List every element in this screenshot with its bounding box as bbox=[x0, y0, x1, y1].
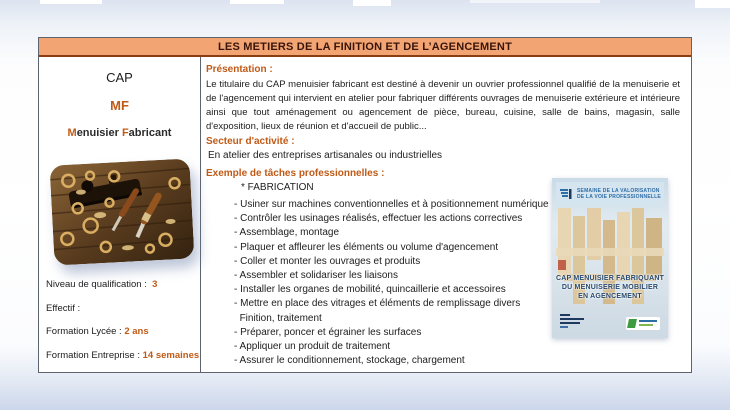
poster-title: CAP MENUISIER FABRIQUANT DU MENUISERIE MOBILIER EN AGENCEMENT bbox=[555, 275, 665, 300]
list-item: - Assemblage, montage bbox=[234, 227, 340, 239]
diploma-name: Menuisier Fabricant bbox=[67, 127, 172, 139]
woodworking-tools-photo bbox=[49, 158, 194, 265]
cap-poster bbox=[552, 178, 668, 338]
list-item: - Assurer le conditionnement, stockage, chargement bbox=[234, 355, 465, 367]
top-edge-fragment bbox=[695, 0, 730, 8]
poster-header-text: SEMAINE DE LA VALORISATION DE LA VOIE PROFESSIONNELLE bbox=[577, 188, 661, 200]
region-logo bbox=[560, 314, 586, 330]
list-item: - Installer les organes de mobilité, quincaillerie et accessoires bbox=[234, 284, 506, 296]
presentation-body: Le titulaire du CAP menuisier fabricant est destiné à devenir un ouvrier professionnel qualifié de la menuiserie et de l'agencement qui intervient en atelier pour fabriquer différents ouvrages de menuiserie extérieure et intérieure ainsi que tout aménagement ou agencement de pièce, bureau, cuisine, salle de bains, magasin, salle d'exposition, lieux de réunion et d'accueil de public... bbox=[206, 79, 680, 132]
diploma-name-initial: F bbox=[121, 127, 129, 139]
list-item: - Préparer, poncer et égrainer les surfaces bbox=[234, 326, 422, 338]
field-effectif: Effectif : bbox=[46, 303, 81, 314]
list-item: - Plaquer et affleurer les éléments ou volume d'agencement bbox=[234, 241, 499, 253]
field-formation-entreprise-value: 14 semaines bbox=[142, 350, 200, 361]
secteur-heading: Secteur d'activité : bbox=[206, 136, 295, 147]
secteur-body: En atelier des entreprises artisanales ou industrielles bbox=[208, 150, 443, 161]
tools-photo-art bbox=[49, 158, 194, 265]
field-formation-lycee-value: 2 ans bbox=[124, 326, 149, 337]
list-item: - Contrôler les usinages réalisés, effectuer les actions correctives bbox=[234, 213, 523, 225]
presentation-heading: Présentation : bbox=[206, 64, 273, 75]
list-item: - Usiner sur machines conventionnelles et à positionnement numérique bbox=[234, 199, 549, 210]
list-item: - Coller et monter les ouvrages et produits bbox=[234, 255, 421, 267]
top-edge-fragment bbox=[470, 0, 600, 3]
taches-list bbox=[234, 198, 549, 368]
taches-category: * FABRICATION bbox=[241, 182, 314, 193]
left-panel bbox=[39, 57, 201, 372]
top-edge-fragment bbox=[230, 0, 284, 4]
top-edge-fragment bbox=[353, 0, 391, 6]
field-formation-lycee: Formation Lycée : 2 ans bbox=[46, 326, 149, 337]
list-item: - Mettre en place des vitrages et éléments de remplissage divers bbox=[234, 298, 521, 310]
diploma-acronym: MF bbox=[110, 98, 129, 113]
diploma-name-initial: M bbox=[67, 127, 77, 139]
partner-logo bbox=[626, 317, 660, 330]
title-bar bbox=[39, 38, 691, 57]
field-niveau-value: 3 bbox=[152, 279, 158, 290]
taches-heading: Exemple de tâches professionnelles : bbox=[206, 168, 385, 179]
list-item: - Appliquer un produit de traitement bbox=[234, 341, 391, 353]
poster-header bbox=[556, 182, 664, 206]
top-edge-fragment bbox=[40, 0, 102, 4]
diploma-label: CAP bbox=[106, 70, 133, 85]
list-item: Finition, traitement bbox=[234, 312, 322, 324]
field-niveau: Niveau de qualification : 3 bbox=[46, 279, 158, 290]
page-title: LES METIERS DE LA FINITION ET DE L’AGENCEMENT bbox=[218, 40, 512, 53]
education-logo-icon bbox=[559, 187, 573, 201]
list-item: - Assembler et solidariser les liaisons bbox=[234, 270, 398, 282]
field-formation-entreprise: Formation Entreprise : 14 semaines bbox=[46, 350, 200, 361]
